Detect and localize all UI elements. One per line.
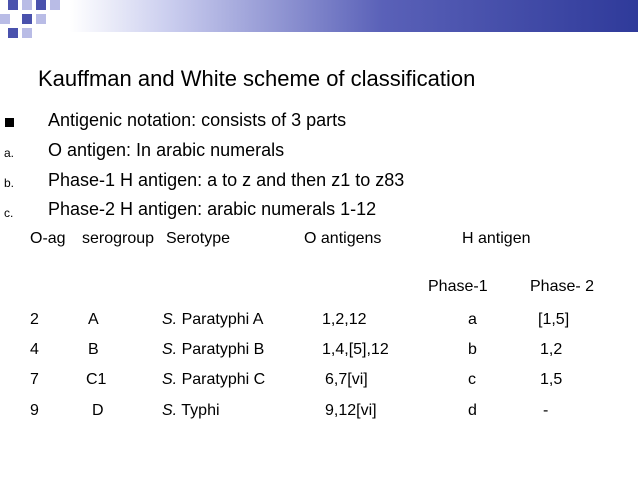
bullet-text: Antigenic notation: consists of 3 parts bbox=[48, 110, 347, 130]
list-item-text: Phase-2 H antigen: arabic numerals 1-12 bbox=[48, 199, 377, 219]
banner-square bbox=[22, 0, 32, 10]
genus-abbrev: S. bbox=[162, 341, 178, 358]
serotype-name: Typhi bbox=[181, 402, 220, 419]
cell-serotype bbox=[162, 371, 265, 389]
cell-serotype bbox=[162, 311, 263, 329]
list-marker: c. bbox=[4, 206, 14, 220]
cell-group: A bbox=[88, 311, 99, 328]
cell-group: D bbox=[92, 402, 104, 419]
cell-phase1: d bbox=[468, 402, 477, 419]
cell-oag: 7 bbox=[30, 371, 39, 388]
square-bullet-icon bbox=[5, 118, 14, 127]
banner-square bbox=[36, 14, 46, 24]
cell-serotype bbox=[162, 402, 220, 420]
cell-phase2: 1,5 bbox=[540, 371, 563, 388]
banner-gradient-bar bbox=[70, 0, 638, 32]
genus-abbrev: S. bbox=[162, 402, 178, 419]
decorative-banner bbox=[0, 0, 638, 45]
header-phase1: Phase-1 bbox=[428, 278, 488, 295]
header-oag: O-ag bbox=[30, 230, 66, 247]
slide-title: Kauffman and White scheme of classification bbox=[38, 66, 476, 91]
list-marker: a. bbox=[4, 146, 15, 160]
header-o-antigens: O antigens bbox=[304, 230, 382, 247]
banner-square bbox=[50, 0, 60, 10]
cell-oag: 2 bbox=[30, 311, 39, 328]
banner-square bbox=[36, 0, 46, 10]
cell-phase2: [1,5] bbox=[538, 311, 570, 328]
cell-phase1: c bbox=[468, 371, 476, 388]
cell-o-antigens: 1,2,12 bbox=[322, 311, 367, 328]
genus-abbrev: S. bbox=[162, 311, 178, 328]
header-phase2: Phase- 2 bbox=[530, 278, 595, 295]
banner-square bbox=[0, 14, 10, 24]
genus-abbrev: S. bbox=[162, 371, 178, 388]
serotype-name: Paratyphi A bbox=[181, 311, 264, 328]
cell-phase1: b bbox=[468, 341, 477, 358]
banner-square bbox=[22, 28, 32, 38]
header-serogroup: serogroup bbox=[82, 230, 155, 247]
list-marker: b. bbox=[4, 176, 15, 190]
banner-square bbox=[22, 14, 32, 24]
header-serotype: Serotype bbox=[166, 230, 231, 247]
cell-phase2: 1,2 bbox=[540, 341, 563, 358]
cell-phase1: a bbox=[468, 311, 477, 328]
list-item-text: O antigen: In arabic numerals bbox=[48, 140, 285, 160]
serotype-name: Paratyphi B bbox=[181, 341, 265, 358]
cell-o-antigens: 6,7[vi] bbox=[325, 371, 368, 388]
cell-serotype bbox=[162, 341, 264, 359]
cell-group: C1 bbox=[86, 371, 107, 388]
list-item-text: Phase-1 H antigen: a to z and then z1 to z83 bbox=[48, 170, 405, 190]
cell-group: B bbox=[88, 341, 99, 358]
banner-square bbox=[8, 0, 18, 10]
cell-o-antigens: 9,12[vi] bbox=[325, 402, 377, 419]
serotype-name: Paratyphi C bbox=[181, 371, 266, 388]
cell-phase2: - bbox=[543, 402, 549, 419]
cell-o-antigens: 1,4,[5],12 bbox=[322, 341, 389, 358]
cell-oag: 9 bbox=[30, 402, 39, 419]
cell-oag: 4 bbox=[30, 341, 39, 358]
banner-square bbox=[8, 28, 18, 38]
header-h-antigen: H antigen bbox=[462, 230, 531, 247]
